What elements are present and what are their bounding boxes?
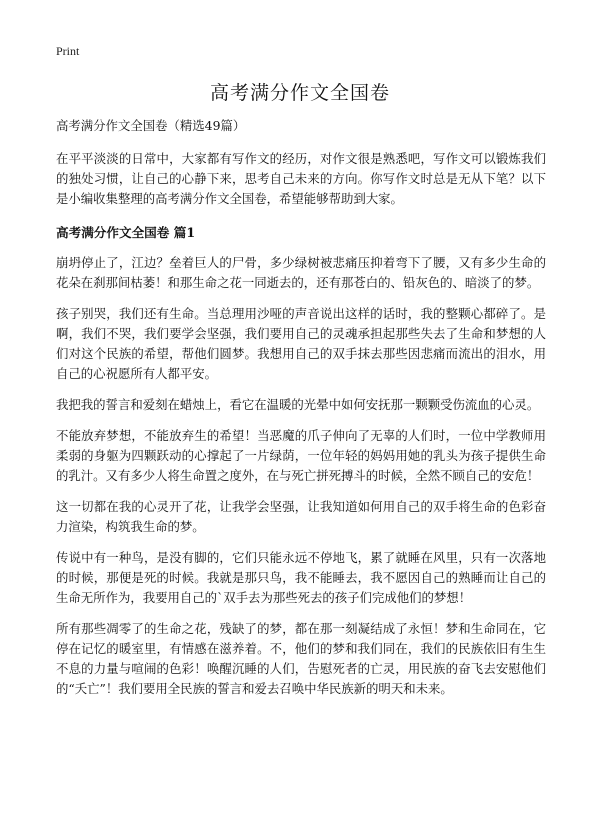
body-paragraph: 孩子别哭，我们还有生命。当总理用沙哑的声音说出这样的话时，我的整颗心都碎了。是啊，我们不哭，我们要学会坚强，我们要用自己的灵魂承担起那些失去了生命和梦想的人们对这个民族的希望，帮他们圆梦。我想用自己的双手抹去那些因悲痛而流出的泪水，用自己的心祝愿所有人都平安。 — [56, 306, 546, 381]
body-paragraph: 不能放弃梦想，不能放弃生的希望！当恶魔的爪子伸向了无辜的人们时，一位中学教师用柔弱的身躯为四颗跃动的心撑起了一片绿荫，一位年轻的妈妈用她的乳头为孩子提供生命的乳汁。又有多少人将生命置之度外，在与死亡拼死搏斗的时候，全然不顾自己的安危！ — [56, 428, 546, 483]
section-heading: 高考满分作文全国卷 篇1 — [56, 225, 196, 240]
article-subtitle: 高考满分作文全国卷（精选49篇） — [56, 118, 246, 133]
page-title: 高考满分作文全国卷 — [209, 82, 390, 104]
body-paragraph: 传说中有一种鸟，是没有脚的，它们只能永远不停地飞，累了就睡在风里，只有一次落地的时候，那便是死的时候。我就是那只鸟，我不能睡去，我不愿因自己的熟睡而让自己的生命无所作为，我要用自己的`双手去为那些死去的孩子们完成他们的梦想！ — [56, 550, 546, 605]
body-paragraph: 我把我的誓言和爱刻在蜡烛上，看它在温暖的光晕中如何安抚那一颗颗受伤流血的心灵。 — [56, 397, 540, 412]
body-paragraph: 这一切都在我的心灵开了花，让我学会坚强，让我知道如何用自己的双手将生命的色彩奋力渲染，构筑我生命的梦。 — [56, 499, 546, 534]
body-paragraph: 崩坍停止了，江边？垒着巨人的尸骨，多少绿树被悲痛压抑着弯下了腰，又有多少生命的花朵在刹那间枯萎！和那生命之花一同逝去的，还有那苍白的、铅灰色的、暗淡了的梦。 — [56, 255, 546, 290]
intro-paragraph: 在平平淡淡的日常中，大家都有写作文的经历，对作文很是熟悉吧，写作文可以锻炼我们的独处习惯，让自己的心静下来，思考自己未来的方向。你写作文时总是无从下笔？以下是小编收集整理的高考满分作文全国卷，希望能够帮助到大家。 — [56, 151, 546, 206]
body-paragraph: 所有那些凋零了的生命之花，残缺了的梦，都在那一刻凝结成了永恒！梦和生命同在，它停在记忆的暖室里，有情感在滋养着。不，他们的梦和我们同在，我们的民族依旧有生生不息的力量与喧闹的色彩！唤醒沉睡的人们，告慰死者的亡灵，用民族的奋飞去安慰他们的“夭亡”！我们要用全民族的誓言和爱去召唤中华民族新的明天和未来。 — [56, 621, 546, 696]
article-body — [56, 116, 546, 710]
print-link[interactable]: Print — [56, 44, 80, 58]
